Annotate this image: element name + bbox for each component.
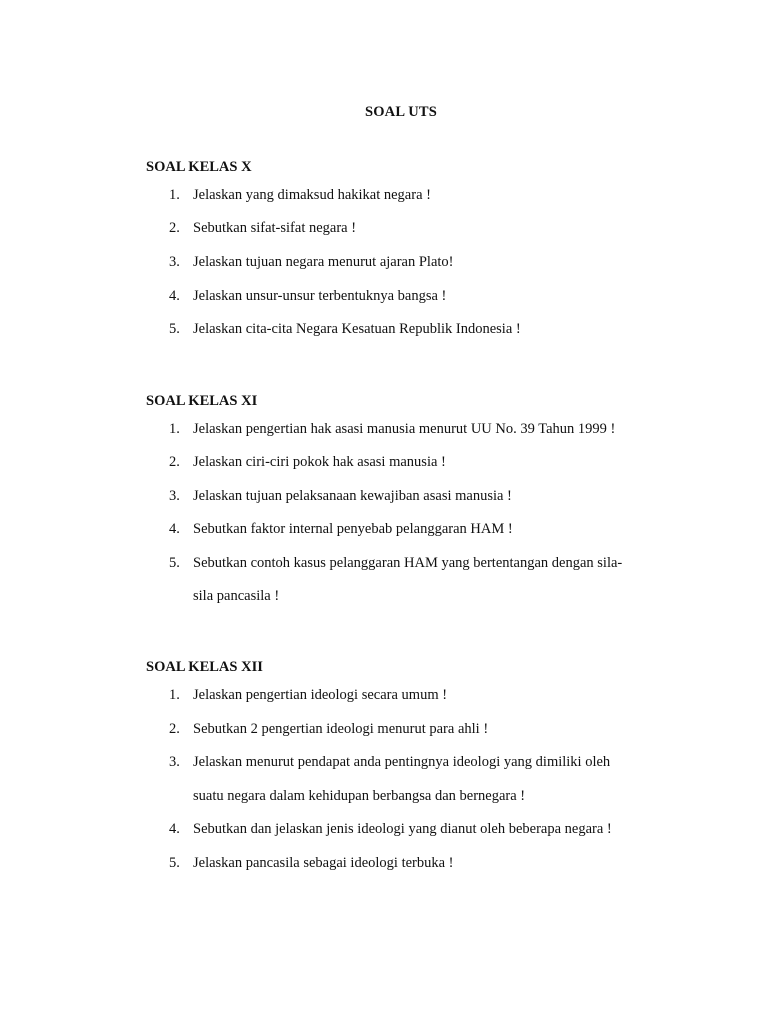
question-number: 4. bbox=[169, 288, 180, 304]
question-item bbox=[169, 286, 669, 306]
question-text: Sebutkan faktor internal penyebab pelanggaran HAM ! bbox=[193, 521, 513, 537]
question-item bbox=[169, 519, 669, 539]
question-item bbox=[169, 218, 669, 238]
question-text: Jelaskan tujuan pelaksanaan kewajiban asasi manusia ! bbox=[193, 488, 512, 504]
question-item bbox=[169, 685, 669, 705]
question-text: Sebutkan dan jelaskan jenis ideologi yang dianut oleh beberapa negara ! bbox=[193, 821, 612, 837]
question-number: 1. bbox=[169, 687, 180, 703]
question-number: 5. bbox=[169, 555, 180, 571]
question-item bbox=[169, 752, 669, 772]
question-item bbox=[169, 853, 669, 873]
question-text: Sebutkan 2 pengertian ideologi menurut para ahli ! bbox=[193, 721, 489, 737]
question-number: 5. bbox=[169, 855, 180, 871]
section-heading-kelas-xi: SOAL KELAS XI bbox=[146, 393, 258, 409]
question-text: Jelaskan pengertian hak asasi manusia menurut UU No. 39 Tahun 1999 ! bbox=[193, 421, 616, 437]
question-number: 1. bbox=[169, 421, 180, 437]
section-heading-kelas-xii: SOAL KELAS XII bbox=[146, 659, 263, 675]
question-text-continuation: suatu negara dalam kehidupan berbangsa dan bernegara ! bbox=[193, 788, 526, 804]
question-text: Jelaskan yang dimaksud hakikat negara ! bbox=[193, 187, 431, 203]
question-text: Sebutkan contoh kasus pelanggaran HAM yang bertentangan dengan sila- bbox=[193, 555, 623, 571]
question-item bbox=[169, 452, 669, 472]
question-item bbox=[169, 419, 669, 439]
question-item bbox=[169, 719, 669, 739]
page-title: SOAL UTS bbox=[364, 104, 438, 120]
question-item bbox=[169, 486, 669, 506]
question-text: Jelaskan tujuan negara menurut ajaran Plato! bbox=[193, 254, 454, 270]
question-text: Sebutkan sifat-sifat negara ! bbox=[193, 220, 357, 236]
question-number: 4. bbox=[169, 521, 180, 537]
question-number: 2. bbox=[169, 721, 180, 737]
question-text: Jelaskan menurut pendapat anda pentingnya ideologi yang dimiliki oleh bbox=[193, 754, 611, 770]
question-text: Jelaskan unsur-unsur terbentuknya bangsa ! bbox=[193, 288, 447, 304]
question-item bbox=[169, 319, 669, 339]
question-number: 3. bbox=[169, 254, 180, 270]
question-number: 1. bbox=[169, 187, 180, 203]
question-item bbox=[169, 553, 669, 573]
question-number: 5. bbox=[169, 321, 180, 337]
question-text: Jelaskan ciri-ciri pokok hak asasi manusia ! bbox=[193, 454, 446, 470]
section-heading-kelas-x: SOAL KELAS X bbox=[146, 159, 252, 175]
question-item bbox=[169, 185, 669, 205]
question-text: Jelaskan cita-cita Negara Kesatuan Republik Indonesia ! bbox=[193, 321, 521, 337]
question-text: Jelaskan pancasila sebagai ideologi terbuka ! bbox=[193, 855, 454, 871]
question-text: Jelaskan pengertian ideologi secara umum ! bbox=[193, 687, 448, 703]
question-item bbox=[169, 252, 669, 272]
question-number: 4. bbox=[169, 821, 180, 837]
question-number: 2. bbox=[169, 220, 180, 236]
question-number: 3. bbox=[169, 488, 180, 504]
question-number: 2. bbox=[169, 454, 180, 470]
question-item bbox=[169, 819, 669, 839]
question-number: 3. bbox=[169, 754, 180, 770]
question-text-continuation: sila pancasila ! bbox=[193, 588, 280, 604]
